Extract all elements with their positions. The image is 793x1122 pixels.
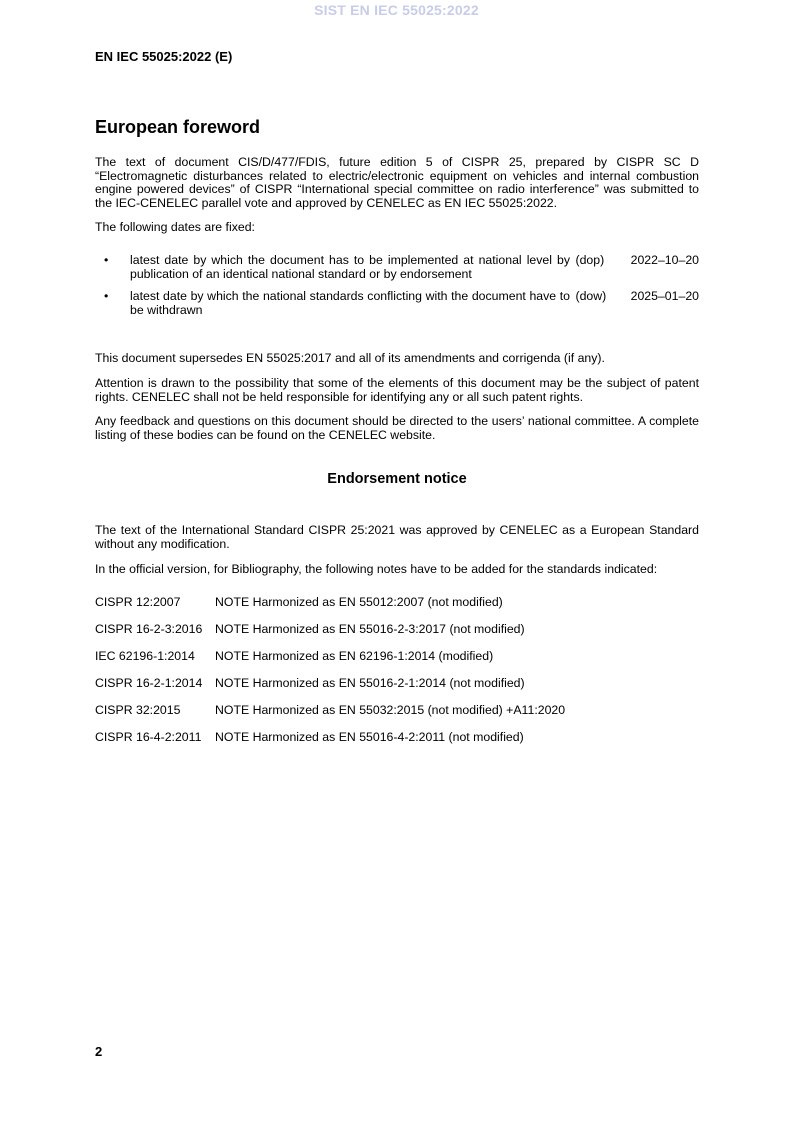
note-reference: CISPR 16-2-3:2016: [95, 622, 203, 637]
endorsement-heading: Endorsement notice: [327, 471, 467, 488]
note-row: [95, 677, 699, 704]
date-item-text: latest date by which the document has to be implemented at national level by publication of an identical national standard or by endorsement: [130, 252, 570, 281]
dates-intro: The following dates are fixed:: [95, 220, 255, 235]
note-row: [95, 650, 699, 677]
endorsement-paragraph: The text of the International Standard CISPR 25:2021 was approved by CENELEC as a European Standard without any modification.: [95, 523, 699, 551]
notes-intro-paragraph: In the official version, for Bibliography, the following notes have to be added for the standards indicated:: [95, 561, 658, 576]
page-content: [95, 116, 699, 758]
note-text: NOTE Harmonized as EN 55016-4-2:2011 (not modified): [215, 730, 524, 745]
feedback-paragraph: Any feedback and questions on this document should be directed to the users’ national committee. A complete listing of these bodies can be found on the CENELEC website.: [95, 414, 699, 442]
page-number: 2: [95, 1044, 103, 1059]
date-item-dow: [95, 290, 699, 317]
note-row: [95, 731, 699, 758]
note-reference: CISPR 16-4-2:2011: [95, 730, 202, 745]
note-text: NOTE Harmonized as EN 55016-2-3:2017 (not modified): [215, 622, 525, 637]
note-reference: IEC 62196-1:2014: [95, 649, 195, 664]
note-row: [95, 596, 699, 623]
date-item-dop: [95, 254, 699, 281]
document-id-header: EN IEC 55025:2022 (E): [95, 49, 233, 64]
notes-list: [95, 596, 699, 758]
date-item-code: (dow): [575, 289, 607, 304]
supersedes-paragraph: This document supersedes EN 55025:2017 and all of its amendments and corrigenda (if any).: [95, 351, 605, 366]
note-reference: CISPR 32:2015: [95, 703, 181, 718]
note-text: NOTE Harmonized as EN 55012:2007 (not modified): [215, 595, 503, 610]
dates-list: [95, 254, 699, 317]
watermark: SIST EN IEC 55025:2022: [314, 2, 479, 18]
bullet-icon: •: [104, 289, 109, 304]
note-row: [95, 704, 699, 731]
date-item-text: latest date by which the national standards conflicting with the document have to be withdrawn: [130, 289, 570, 317]
note-reference: CISPR 16-2-1:2014: [95, 676, 203, 691]
foreword-heading: European foreword: [95, 117, 261, 137]
note-text: NOTE Harmonized as EN 55016-2-1:2014 (not modified): [215, 676, 525, 691]
note-row: [95, 623, 699, 650]
note-reference: CISPR 12:2007: [95, 595, 181, 610]
date-item-code: (dop): [575, 252, 605, 267]
patent-paragraph: Attention is drawn to the possibility that some of the elements of this document may be the subject of patent rights. CENELEC shall not be held responsible for identifying any or all such patent rights.: [95, 375, 699, 404]
note-text: NOTE Harmonized as EN 55032:2015 (not modified) +A11:2020: [215, 703, 566, 718]
note-text: NOTE Harmonized as EN 62196-1:2014 (modified): [215, 649, 494, 664]
bullet-icon: •: [104, 252, 109, 267]
date-item-date: 2022–10–20: [630, 252, 699, 267]
date-item-date: 2025–01–20: [630, 289, 699, 304]
foreword-intro-paragraph: The text of document CIS/D/477/FDIS, future edition 5 of CISPR 25, prepared by CISPR SC D “Electromagnetic disturbances related to electric/electronic equipment on vehicles and internal combustion engine powered devices” of CISPR “International special committee on radio interference” was submitted to the IEC-CENELEC parallel vote and approved by CENELEC as EN IEC 55025:2022.: [95, 155, 699, 210]
